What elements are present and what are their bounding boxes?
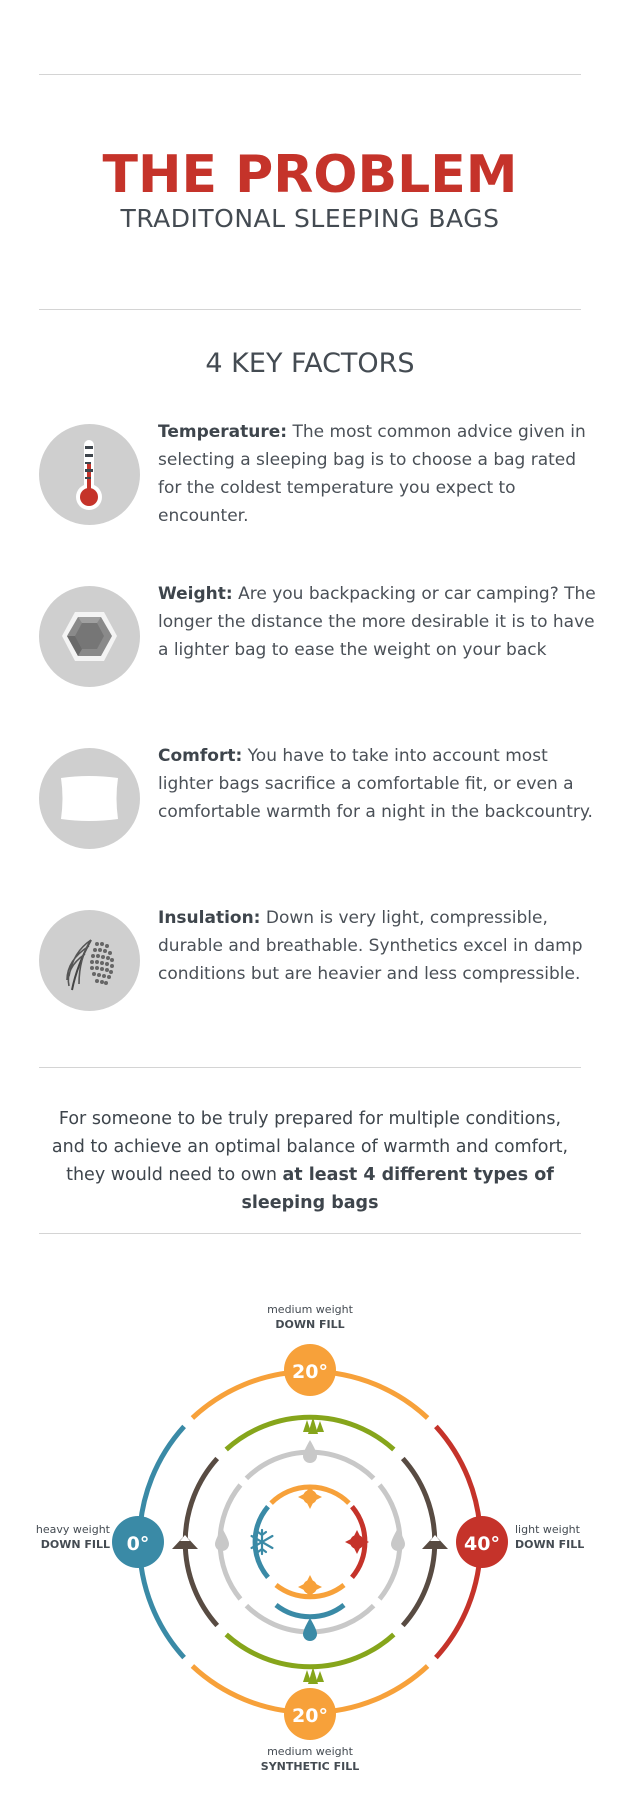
badge-top-label: 20° — [292, 1361, 328, 1383]
label-top-fill: DOWN FILL — [275, 1318, 345, 1331]
badge-right-label: 40° — [464, 1533, 500, 1555]
badge-top — [284, 1344, 336, 1396]
sun-icon — [298, 1485, 322, 1599]
summary-emphasis: at least 4 different types of sleeping bags — [241, 1165, 554, 1213]
factor-weight — [39, 586, 599, 696]
label-left — [20, 1522, 110, 1552]
badge-right — [456, 1516, 508, 1568]
factor-comfort — [39, 748, 599, 858]
label-right-fill: DOWN FILL — [515, 1538, 585, 1551]
divider-diagram — [39, 1233, 581, 1234]
divider-summary — [39, 1067, 581, 1068]
label-top-weight: medium weight — [267, 1303, 353, 1316]
factor-temperature — [39, 424, 599, 534]
page-title: THE PROBLEM — [102, 145, 518, 205]
badge-left — [112, 1516, 164, 1568]
pillow-icon — [39, 748, 140, 849]
label-bottom — [250, 1744, 370, 1774]
factor-description: The most common advice given in selecting a sleeping bag is to choose a bag rated for the coldest temperature you expect to encounter. — [158, 422, 586, 526]
factors-heading: 4 KEY FACTORS — [205, 348, 415, 379]
factor-description: Are you backpacking or car camping? The longer the distance the more desirable it is to have a lighter bag to ease the weight on your back — [158, 584, 596, 660]
factor-insulation-text — [158, 904, 598, 988]
hexagon-weight-icon — [39, 586, 140, 687]
label-right — [515, 1522, 605, 1552]
label-bottom-fill: SYNTHETIC FILL — [260, 1760, 360, 1773]
badge-bottom-label: 20° — [292, 1705, 328, 1727]
feather-down-icon — [39, 910, 140, 1011]
factor-insulation — [39, 910, 599, 1020]
factor-label: Weight: — [158, 584, 233, 604]
factor-temperature-text — [158, 418, 598, 530]
divider-top — [39, 74, 581, 75]
factor-label: Temperature: — [158, 422, 288, 442]
label-bottom-weight: medium weight — [267, 1745, 353, 1758]
mountain-icon — [172, 1535, 448, 1549]
label-left-fill: DOWN FILL — [40, 1538, 110, 1551]
factor-label: Comfort: — [158, 746, 243, 766]
factor-weight-text — [158, 580, 598, 664]
summary-statement — [40, 1105, 580, 1217]
waterdrop-icon — [303, 1618, 317, 1641]
label-top — [250, 1302, 370, 1332]
page-subtitle: TRADITONAL SLEEPING BAGS — [120, 204, 500, 233]
divider-factors — [39, 309, 581, 310]
summary-text: For someone to be truly prepared for multiple conditions, and to achieve an optimal balance of warmth and comfort, they would need to own — [51, 1109, 569, 1185]
factor-description: You have to take into account most lighter bags sacrifice a comfortable fit, or even a comfortable warmth for a night in the backcountry. — [158, 746, 593, 822]
factor-description: Down is very light, compressible, durable and breathable. Synthetics excel in damp conditions but are heavier and less compressible. — [158, 908, 583, 984]
badge-bottom — [284, 1688, 336, 1740]
factor-label: Insulation: — [158, 908, 261, 928]
label-left-weight: heavy weight — [35, 1523, 110, 1536]
thermometer-icon — [39, 424, 140, 525]
badge-left-label: 0° — [126, 1533, 150, 1555]
label-right-weight: light weight — [515, 1523, 580, 1536]
factor-comfort-text — [158, 742, 598, 826]
